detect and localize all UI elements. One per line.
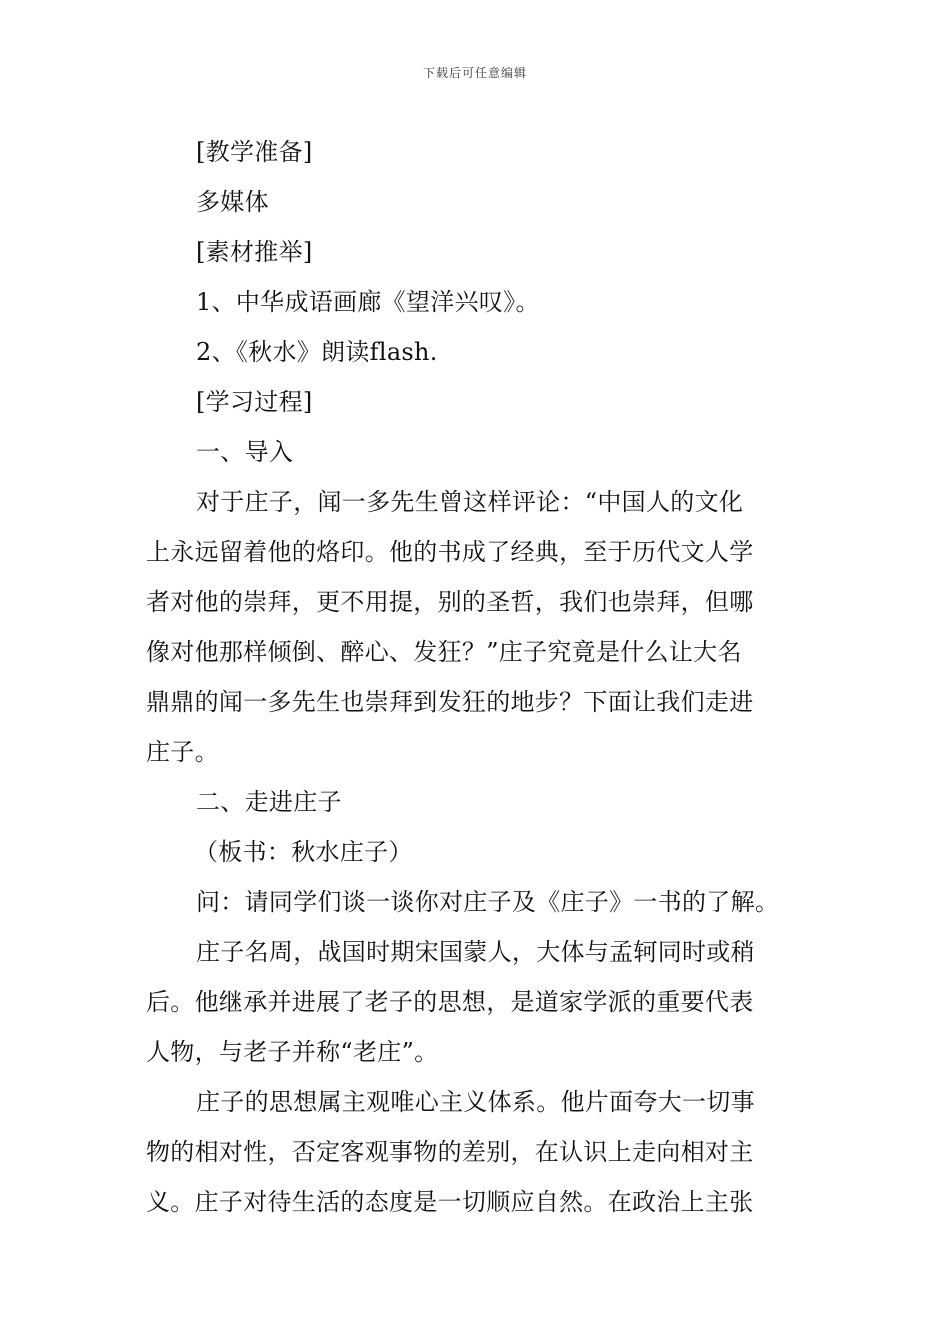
paragraph-line: 者对他的崇拜，更不用提，别的圣哲，我们也崇拜，但哪 — [146, 588, 754, 616]
document-body — [146, 127, 810, 1227]
paragraph-line: 上永远留着他的烙印。他的书成了经典，至于历代文人学 — [146, 538, 754, 566]
paragraph-zhuangzi-bio — [146, 927, 810, 1077]
page-header-note: 下载后可任意编辑 — [422, 66, 527, 80]
paragraph-line: 像对他那样倾倒、醉心、发狂？”庄子究竟是什么让大名 — [146, 638, 742, 666]
paragraph-line: 人物，与老子并称“老庄”。 — [146, 1038, 439, 1066]
heading-material-recommendation: [素材推举] — [196, 238, 313, 266]
paragraph-line: 鼎鼎的闻一多先生也崇拜到发狂的地步？下面让我们走进 — [146, 688, 754, 716]
section-heading-introduction: 一、导入 — [196, 438, 294, 466]
paragraph-line: 庄子的思想属主观唯心主义体系。他片面夸大一切事 — [196, 1088, 755, 1116]
paragraph-line: 对于庄子，闻一多先生曾这样评论：“中国人的文化 — [196, 488, 744, 516]
text-multimedia: 多媒体 — [196, 188, 269, 216]
list-item-2: 2、《秋水》朗读flash. — [196, 338, 438, 366]
paragraph-line: 庄子名周，战国时期宋国蒙人，大体与孟轲同时或稍 — [196, 938, 755, 966]
paragraph-line: 义。庄子对待生活的态度是一切顺应自然。在政治上主张 — [146, 1188, 754, 1216]
paragraph-line: 物的相对性，否定客观事物的差别，在认识上走向相对主 — [146, 1138, 754, 1166]
heading-teaching-preparation: [教学准备] — [196, 138, 313, 166]
question-line: 问：请同学们谈一谈你对庄子及《庄子》一书的了解。 — [196, 888, 780, 916]
list-item-1: 1、中华成语画廊《望洋兴叹》。 — [196, 288, 540, 316]
paragraph-line: 庄子。 — [146, 738, 219, 766]
paragraph-introduction — [146, 477, 810, 777]
board-writing-note: （板书：秋水庄子） — [194, 838, 413, 866]
paragraph-line: 后。他继承并进展了老子的思想，是道家学派的重要代表 — [146, 988, 754, 1016]
section-heading-into-zhuangzi: 二、走进庄子 — [196, 788, 342, 816]
paragraph-zhuangzi-thought — [146, 1077, 810, 1227]
heading-learning-process: [学习过程] — [196, 388, 313, 416]
